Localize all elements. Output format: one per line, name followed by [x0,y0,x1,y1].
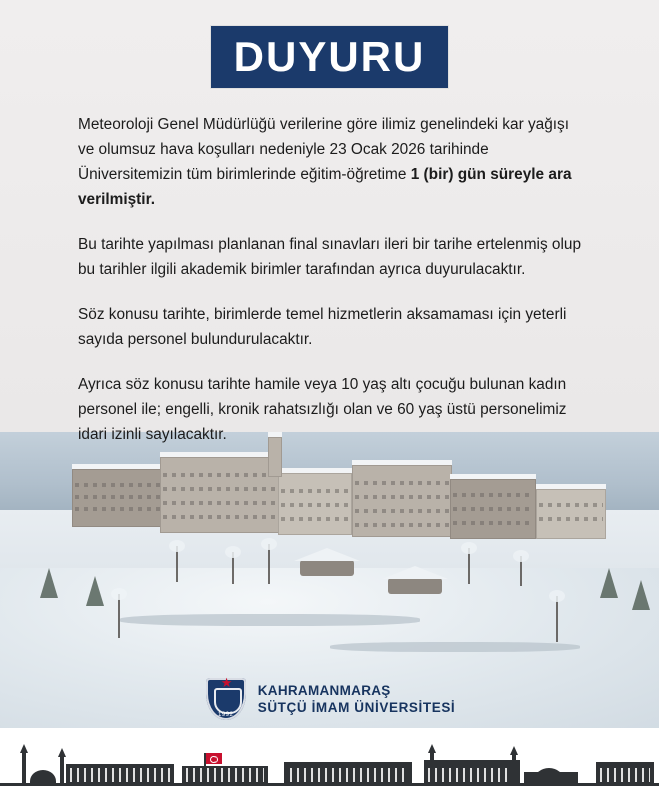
city-skyline-strip [0,728,659,786]
turkish-flag-icon [206,753,222,764]
photo-tree [468,548,470,584]
photo-pavilion [388,578,442,594]
paragraph-1-text: Meteoroloji Genel Müdürlüğü verilerine göre ilimiz genelindeki kar yağışı ve olumsuz hava koşulları nedeniyle 23 Ocak 2026 tarihinde Üniversitemizin tüm birimlerinde eğitim-öğretime [78,116,570,183]
skyline-minaret [430,752,434,786]
logo-wrap [204,674,456,724]
university-name-line-2: SÜTÇÜ İMAM ÜNİVERSİTESİ [257,700,456,715]
photo-pavilion [300,560,354,576]
skyline-minaret [512,754,516,786]
skyline-minaret [22,752,26,786]
photo-tree [86,576,104,606]
skyline-building [284,762,412,786]
photo-path [330,642,580,652]
paragraph-1-emphasis: 1 (bir) gün süreyle ara verilmiştir. [78,166,572,208]
paragraph-1 [78,112,586,212]
photo-building [72,464,164,527]
photo-building [278,468,352,535]
title-banner [211,26,448,88]
page-title: DUYURU [233,33,426,80]
skyline-building [182,766,268,786]
photo-tree [40,568,58,598]
photo-building [160,452,280,533]
paragraph-2: Bu tarihte yapılması planlanan final sınavları ileri bir tarihe ertelenmiş olup bu tarihler ilgili akademik birimler tarafından ayrıca duyurulacaktır. [78,236,582,278]
photo-building [352,460,452,537]
skyline-building [596,762,654,786]
skyline-building [66,764,174,786]
skyline-building [524,772,578,786]
photo-tree [632,580,650,610]
announcement-body [78,112,586,447]
crest-star-icon: ★ [220,675,233,690]
crest-year: 1992 [218,712,234,718]
university-name-line-1: KAHRAMANMARAŞ [257,683,391,698]
photo-tree [176,546,178,582]
photo-building [536,484,606,539]
photo-tree [232,552,234,584]
photo-tree [556,596,558,642]
photo-tree [600,568,618,598]
photo-building [450,474,536,539]
photo-tree [520,556,522,586]
skyline-dome [30,770,56,786]
paragraph-4: Ayrıca söz konusu tarihte hamile veya 10 yaş altı çocuğu bulunan kadın personel ile; engelli, kronik rahatsızlığı olan ve 60 yaş üstü personelimiz idari izinli sayılacaktır. [78,376,567,443]
paragraph-3: Söz konusu tarihte, birimlerde temel hizmetlerin aksamaması için yeterli sayıda personel bulundurulacaktır. [78,306,567,348]
photo-tree [268,544,270,584]
photo-tree [118,594,120,638]
skyline-building [424,760,520,786]
skyline-minaret [60,756,64,786]
university-crest-icon [204,674,248,724]
university-name [258,682,456,716]
photo-path [120,614,420,626]
university-logo-band [0,668,659,730]
